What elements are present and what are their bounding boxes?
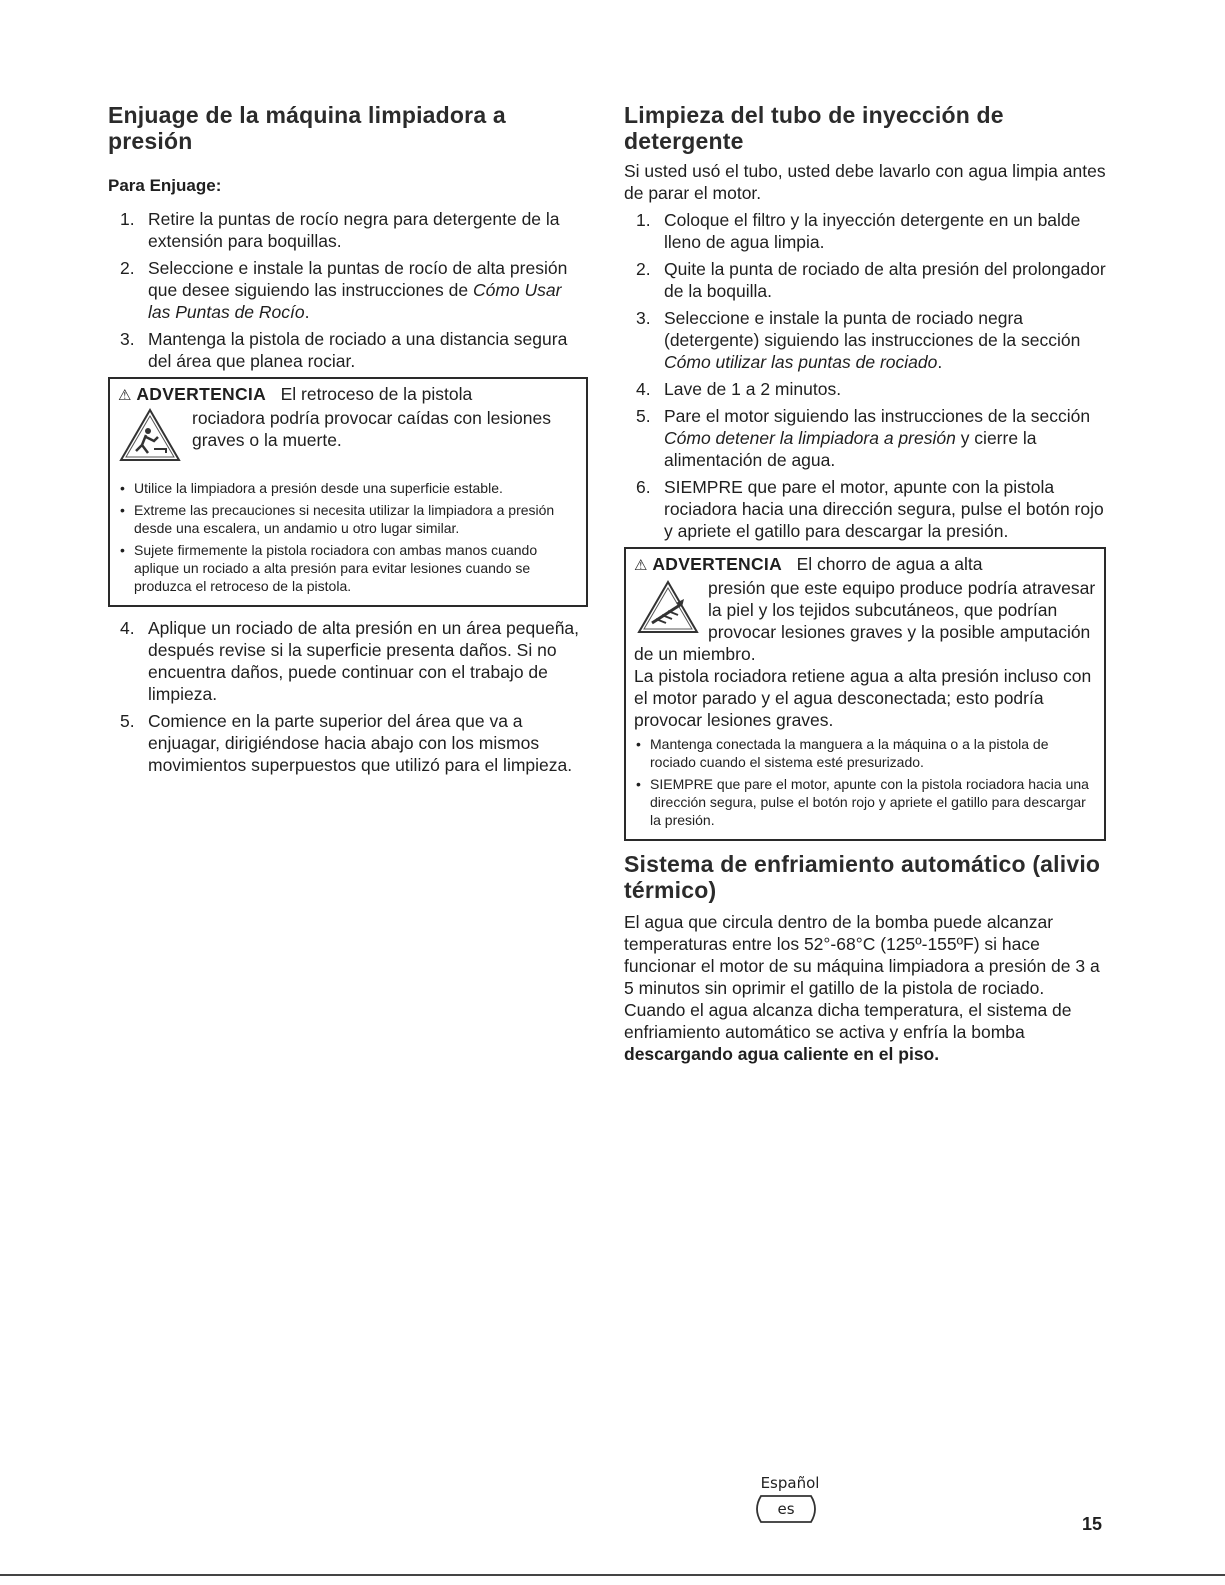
warning-box-injection: ⚠ ADVERTENCIA El chorro de agua a alta presión que este equipo produce podría atravesar la piel y los tejidos subcutáneos, que podrían provocar lesiones graves y la posible amputación de un miembro. La pistola rociadora retiene agua a alta presión incluso con el motor parado y el agua desconectada; esto podría provocar lesiones graves. • Mantenga conectada la manguera a la máquina o a la pistola de rociado cuando el sistema esté presurizado. • SIEMPRE que pare el motor, apunte con la pistola rociadora hacia una dirección segura, pulse el botón rojo y apriete el gatillo para descargar la presión. bbox=[624, 547, 1106, 841]
reference-link: Cómo detener la limpiadora a presión bbox=[664, 428, 956, 448]
reference-link: Cómo Usar las Puntas de Rocío bbox=[148, 280, 562, 322]
warning-text-secondary: La pistola rociadora retiene agua a alta presión incluso con el motor parado y el agua desconectada; esto podría provocar lesiones graves. bbox=[634, 666, 1092, 730]
intro-paragraph: Si usted usó el tubo, usted debe lavarlo con agua limpia antes de parar el motor. bbox=[624, 161, 1106, 203]
list-item: 5. Comience en la parte superior del área que va a enjuagar, dirigiéndose hacia abajo con los mismos movimientos superpuestos que utilizó para el limpieza. bbox=[120, 711, 573, 775]
page-number: 15 bbox=[1082, 1514, 1103, 1534]
list-item: • Sujete firmemente la pistola rociadora con ambas manos cuando aplique un rociado a alta presión para evitar lesiones cuando se produzca el retroceso de la pistola. bbox=[118, 541, 578, 595]
page-edge-line bbox=[0, 1574, 1225, 1576]
warning-bullets bbox=[118, 479, 578, 595]
warning-triangle-icon: ⚠ bbox=[634, 557, 648, 574]
warning-label: ADVERTENCIA bbox=[136, 384, 267, 404]
list-item: 3. Mantenga la pistola de rociado a una distancia segura del área que planea rociar. bbox=[120, 329, 568, 371]
list-item: 4. Lave de 1 a 2 minutos. bbox=[636, 379, 842, 399]
injection-hazard-icon bbox=[636, 579, 700, 635]
rinse-steps-continued bbox=[108, 617, 588, 776]
list-item: 6. SIEMPRE que pare el motor, apunte con la pistola rociadora hacia una dirección segura, pulse el botón rojo y apriete el gatillo para descargar la presión. bbox=[636, 477, 1104, 541]
list-item: 3. Seleccione e instale la punta de rociado negra (detergente) siguiendo las instrucciones de la sección Cómo utilizar las puntas de rociado. bbox=[636, 308, 1081, 372]
list-item: 2. Seleccione e instale la puntas de rocío de alta presión que desee siguiendo las instrucciones de Cómo Usar las Puntas de Rocío. bbox=[120, 258, 568, 322]
warning-box-kickback: ⚠ ADVERTENCIA El retroceso de la pistola rociadora podría provocar caídas con lesiones graves o la muerte. • Utilice la limpiadora a presión desde una superficie estable. • Extreme las precauciones si necesita utilizar la limpiadora a presión desde una escalera, un andamio u otro lugar similar. • Sujete firmemente la pistola rociadora con ambas manos cuando aplique un rociado a alta presión para evitar lesiones cuando se produzca el retroceso de la pistola. bbox=[108, 377, 588, 607]
list-item: • SIEMPRE que pare el motor, apunte con la pistola rociadora hacia una dirección segura, pulse el botón rojo y apriete el gatillo para descargar la presión. bbox=[634, 775, 1096, 829]
warning-bullets bbox=[634, 735, 1096, 829]
fall-hazard-icon bbox=[118, 407, 182, 463]
language-label: Español bbox=[760, 1474, 820, 1492]
reference-link: Cómo utilizar las puntas de rociado bbox=[664, 352, 938, 372]
right-column bbox=[624, 102, 1110, 1065]
list-item: • Extreme las precauciones si necesita utilizar la limpiadora a presión desde una escalera, un andamio u otro lugar similar. bbox=[118, 501, 578, 537]
section-title-detergent: Limpieza del tubo de inyección de detergente bbox=[624, 102, 1004, 154]
rinse-steps bbox=[108, 208, 588, 372]
subsection-title: Para Enjuage: bbox=[108, 176, 222, 195]
section-title-rinse: Enjuage de la máquina limpiadora a presión bbox=[108, 102, 506, 154]
cooling-paragraph: El agua que circula dentro de la bomba puede alcanzar temperaturas entre los 52°-68°C (125º-155ºF) si hace funcionar el motor de su máquina limpiadora a presión de 3 a 5 minutos sin oprimir el gatillo de la pistola de rociado. Cuando el agua alcanza dicha temperatura, el sistema de enfriamiento automático se activa y enfría la bomba descargando agua caliente en el piso. bbox=[624, 912, 1100, 1064]
detergent-steps bbox=[624, 209, 1110, 542]
list-item: • Mantenga conectada la manguera a la máquina o a la pistola de rociado cuando el sistema esté presurizado. bbox=[634, 735, 1096, 771]
left-column bbox=[108, 102, 588, 781]
warning-triangle-icon: ⚠ bbox=[118, 387, 132, 404]
language-badge-text: es bbox=[777, 1500, 795, 1518]
list-item: 5. Pare el motor siguiendo las instrucciones de la sección Cómo detener la limpiadora a presión y cierre la alimentación de agua. bbox=[636, 406, 1091, 470]
list-item: 1. Retire la puntas de rocío negra para detergente de la extensión para boquillas. bbox=[120, 209, 560, 251]
language-badge bbox=[751, 1494, 821, 1524]
list-item: 4. Aplique un rociado de alta presión en un área pequeña, después revise si la superficie presenta daños. Si no encuentra daños, puede continuar con el trabajo de limpieza. bbox=[120, 618, 580, 704]
section-title-cooling: Sistema de enfriamiento automático (alivio térmico) bbox=[624, 851, 1101, 903]
list-item: • Utilice la limpiadora a presión desde una superficie estable. bbox=[118, 479, 578, 497]
list-item: 2. Quite la punta de rociado de alta presión del prolongador de la boquilla. bbox=[636, 259, 1106, 301]
list-item: 1. Coloque el filtro y la inyección detergente en un balde lleno de agua limpia. bbox=[636, 210, 1081, 252]
warning-label: ADVERTENCIA bbox=[652, 554, 783, 574]
